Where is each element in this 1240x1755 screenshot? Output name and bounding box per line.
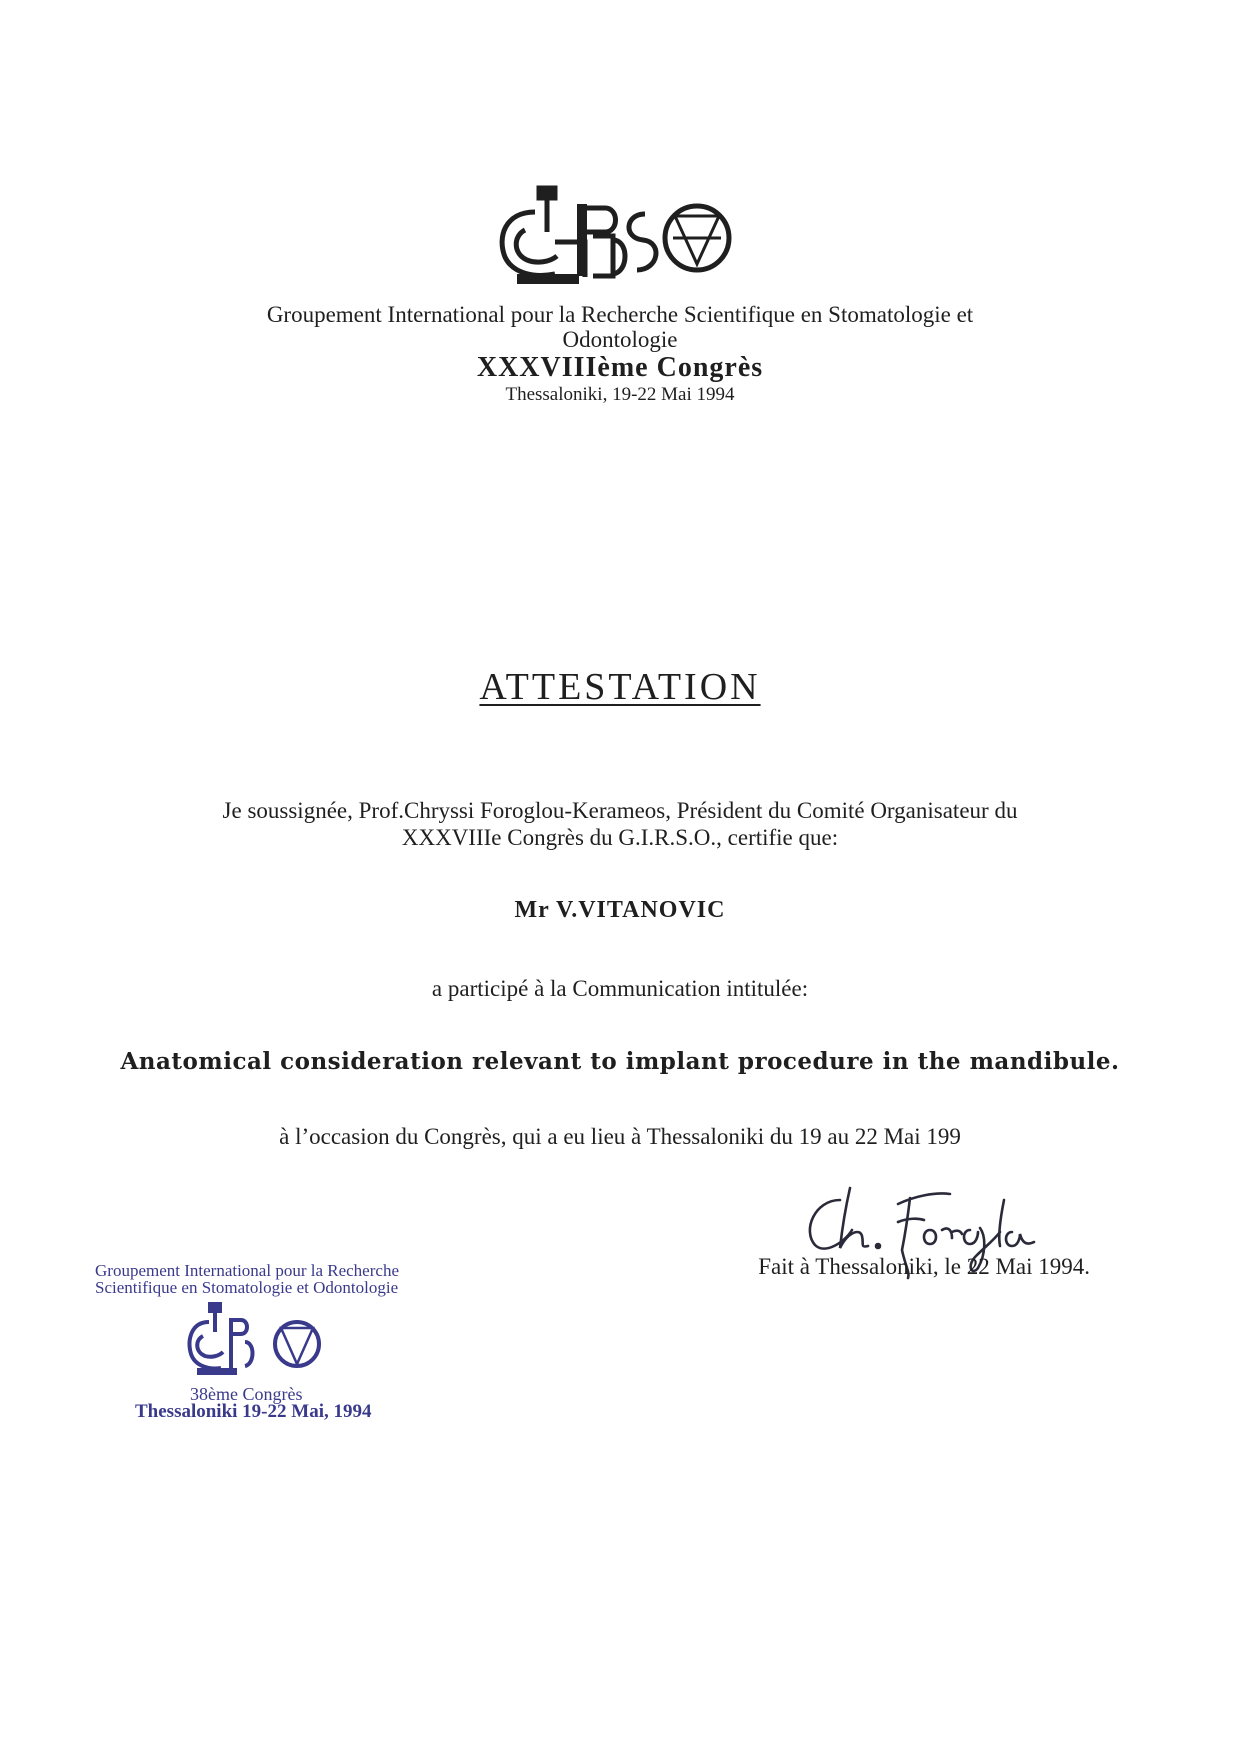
participant-name: Mr V.VITANOVIC xyxy=(514,897,726,923)
intro-line-2: XXXVIIIe Congrès du G.I.R.S.O., certifie que: xyxy=(401,825,839,850)
intro-line-1: Je soussignée, Prof.Chryssi Foroglou-Kerameos, Président du Comité Organisateur du xyxy=(222,798,1018,823)
stamp-congress: 38ème Congrès xyxy=(190,1384,303,1404)
congress-dates: Thessaloniki, 19-22 Mai 1994 xyxy=(505,384,735,405)
intro-paragraph xyxy=(130,797,1110,851)
stamp-date: Thessaloniki 19-22 Mai, 1994 xyxy=(135,1401,372,1422)
stamp-org-line-2: Scientifique en Stomatologie et Odontologie xyxy=(95,1278,399,1297)
official-stamp xyxy=(90,1260,470,1445)
communication-title: Anatomical consideration relevant to implant procedure in the mandibule. xyxy=(120,1048,1120,1075)
occasion-statement: à l’occasion du Congrès, qui a eu lieu à Thessaloniki du 19 au 22 Mai 199 xyxy=(279,1124,961,1149)
document-title-text: ATTESTATION xyxy=(479,666,761,708)
stamp-logo xyxy=(185,1302,325,1382)
organization-line-1: Groupement International pour la Recherche Scientifique en Stomatologie et xyxy=(266,302,974,327)
place-and-date: Fait à Thessaloniki, le 22 Mai 1994. xyxy=(758,1254,1090,1279)
participation-statement: a participé à la Communication intitulée: xyxy=(431,976,809,1001)
organization-name xyxy=(0,302,1240,352)
girso-logo xyxy=(495,182,735,294)
organization-line-2: Odontologie xyxy=(562,327,678,352)
document-title xyxy=(0,665,1240,709)
congress-title: XXXVIIIème Congrès xyxy=(476,352,764,383)
stamp-org-line-1: Groupement International pour la Recherche xyxy=(95,1261,399,1280)
